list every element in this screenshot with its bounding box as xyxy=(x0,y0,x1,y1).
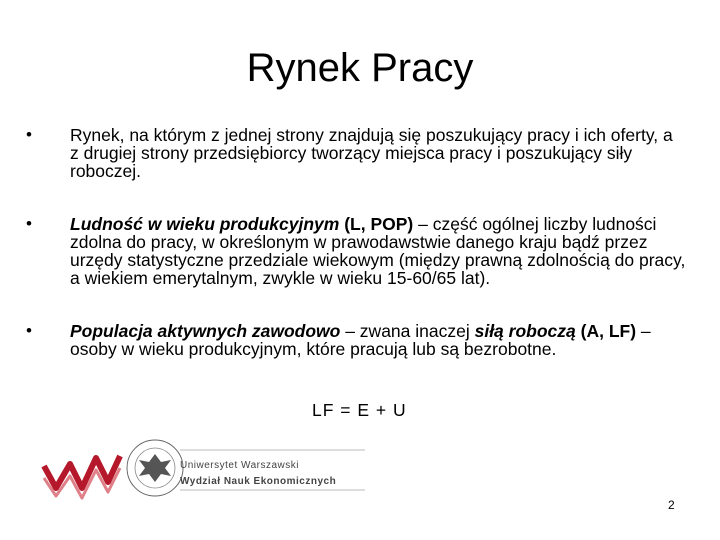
bullet-text: – osoby w wieku produkcyjnym, które pracują lub są bezrobotne. xyxy=(70,321,651,359)
bullet-term-2: siłą roboczą xyxy=(474,321,576,341)
page-title: Rynek Pracy xyxy=(246,46,474,90)
bullet-dot: • xyxy=(26,125,32,144)
bullet-item xyxy=(26,126,686,180)
logo-line-university: Uniwersytet Warszawski xyxy=(180,460,299,471)
bullet-term: Populacja aktywnych zawodowo xyxy=(70,321,341,341)
bullet-dot: • xyxy=(26,321,32,340)
eagle-seal-icon xyxy=(127,440,183,496)
logo-text xyxy=(180,458,336,490)
zigzag-mark-icon xyxy=(44,456,120,488)
bullet-abbr: (A, LF) xyxy=(580,321,637,341)
bullet-list xyxy=(26,126,686,358)
page-number: 2 xyxy=(668,498,675,512)
bullet-term: Ludność w wieku produkcyjnym xyxy=(70,214,340,234)
formula: LF = E + U xyxy=(312,400,407,420)
bullet-item xyxy=(26,322,686,358)
logo-line-faculty: Wydział Nauk Ekonomicznych xyxy=(180,476,337,487)
bullet-text-mid: – zwana inaczej xyxy=(340,321,475,341)
bullet-item xyxy=(26,215,686,287)
bullet-abbr: (L, POP) xyxy=(344,214,414,234)
bullet-dot: • xyxy=(26,214,32,233)
bullet-text: Rynek, na którym z jednej strony znajdują się poszukujący pracy i ich oferty, a z drugiej strony przedsiębiorcy tworzący miejsca pracy i poszukujący siły roboczej. xyxy=(70,125,673,181)
bullet-text: – część ogólnej liczby ludności zdolna do pracy, w określonym w prawodawstwie danego kraju bądź przez urzędy statystyczne przedziale wiekowym (między prawną zdolnością do pracy, a wiekiem emerytalnym, zwykle w wieku 15-60/65 lat). xyxy=(70,214,686,288)
